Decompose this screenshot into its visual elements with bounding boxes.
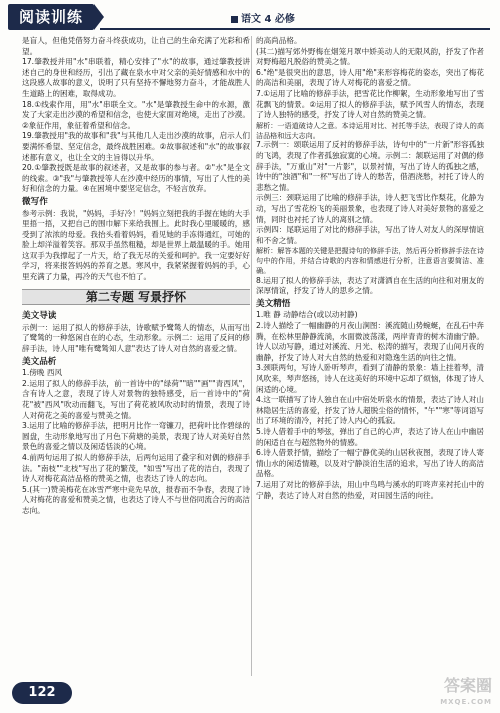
meiwen-heading: 美文导读 [22,311,57,322]
answer-17: 17.肇教授并用"水"串联着，精心安排了"水"的故事，通过肇教授讲述自己的身世和经历，引出了藏在泉水中对父亲的美好情感和水中的这段感人故事的意义，说明了只有坚持不懈地努力奋斗，才能战胜人生道路上的困难，取得成功。 [22,57,250,98]
answer-20: 20.①肇教授既是故事的叙述者，又是故事的参与者。②"水"是全文的线索。③"我"与肇教授等人在沙漠中经历的事情，写出了人性的美好和信念的力量。④在困境中要坚定信念，不轻言放弃。 [22,163,250,194]
answer-19: 19.肇教授用"我的故事和"我"与其他几人走出沙漠的故事，启示人们要满怀希望、坚定信念，最终战胜困难。②故事叙述和"水"的故事叙述都有意义，也让全文的主旨得以升华。 [22,131,250,162]
jiexi-2: 解析：解答本题的关键是把握诗句的修辞手法，然后再分析修辞手法在诗句中的作用，并结合诗歌的内容和情感进行分析，注意语言要简洁、准确。 [256,246,484,275]
tanhua-4: 4.这一联描写了诗人独自在山中宿处听泉水的情景，表达了诗人对山林隐居生活的喜爱，抒发了诗人超脱尘俗的情怀，"午""寒"等词语写出了环境的清冷，衬托了诗人内心的孤寂。 [256,395,484,426]
right-column [256,36,484,501]
page-number: 122 [28,685,56,700]
pinxi-heading: 美文品析 [22,356,57,367]
pinxi-2: 2.运用了拟人的修辞手法，前一首诗中的"绿荷""暗""画""青西风"，含有诗人之意，表现了诗人对景物的独特感受，后一首诗中的"荷花"被"西风"吹动而翻飞，写出了荷花被风吹动时的情景，表现了诗人对荷花之美的喜爱与赞美之情。 [22,378,250,420]
pinxi-4: 4.前两句运用了拟人的修辞手法，后两句运用了叠字和对偶的修辞手法。"南枝""北枝"写出了花的繁茂，"如雪"写出了花的洁白，表现了诗人对梅花高洁品格的赞美之情，也表达了诗人的志向。 [22,452,250,484]
header-rule [100,28,490,30]
r-end-1: 8.运用了拟人的修辞手法，表达了对潇洒自在生活的向往和对朋友的深厚情谊，抒发了诗人的思乡之情。 [256,275,484,296]
square-icon [231,16,238,23]
tanhua-1: 1.唯 静 动静结合(或以动衬静) [256,310,358,320]
r-intro-4: 7.①运用了比喻的修辞手法，把雪花比作柳絮，生动形象地写出了雪花飘飞的情景。②运用了拟人的修辞手法，赋予风雪人的情态，表现了诗人独特的感受，抒发了诗人对自然的赞美之情。 [256,88,484,120]
pinxi-1: 1.傍晚 西风 [22,368,63,378]
page-number-badge [12,682,74,704]
weixiezuo-body: 参考示例：我说，"妈妈，手好冷！"妈妈立刻把我的手握在她的大手里捂一捂，又把自己的围巾解下来给我围上。此时我心里暖暖的，感受到了浓浓的母爱。我抬头看着妈妈，看见她的手冻得通红，可她的脸上却洋溢着笑容。那双手虽然粗糙，却是世界上最温暖的手。她用这双手为我撑起了一片天，给了我无尽的关爱和呵护。我一定要好好学习，将来报答妈妈的养育之恩。寒风中，我紧紧握着妈妈的手，心里充满了力量，再冷的天气也不怕了。 [22,208,250,282]
subject-label [228,10,295,25]
section-title: 第二专题 写景抒怀 [22,289,250,306]
tanhua-3: 3.颈联两句，写诗人卧听琴声，看到了清静的景象：墙上挂着琴，清风吹来，琴声悠扬，诗人在这美好的环境中忘却了烦恼，体现了诗人闲适的心境。 [256,363,484,394]
left-column [22,36,250,517]
watermark-url: MXQE.COM [440,698,492,706]
tanhua-7: 7.运用了对比的修辞手法，用山中鸟鸣与溪水的叮咚声来衬托山中的宁静，表达了诗人对自然的热爱，对田园生活的向往。 [256,479,484,500]
tanhua-heading: 美文精悟 [256,298,291,309]
column-divider [251,36,252,676]
weixiezuo-heading: 微写作 [22,196,48,207]
watermark-text: 答案圈 [443,676,492,695]
meiwen-body: 示例一：运用了拟人的修辞手法，诗歌赋予鹭鸶人的情态，从而写出了鹭鸶的一种悠闲自在的心态，生动形象。示例二：运用了反问的修辞手法，诗人用"唯有鹭鸶知人意"表达了诗人对自然的喜爱之情。 [22,322,250,354]
series-logo: 阅读训练 [8,4,94,30]
pinxi-3: 3.运用了比喻的修辞手法，把明月比作一弯镰刀，把荷叶比作碧绿的圆盘，生动形象地写出了月色下荷塘的美景，表现了诗人对美好自然景色的喜爱之情以及闲适恬淡的心境。 [22,421,250,452]
tanhua-2: 2.诗人描绘了一幅幽静的月夜山涧图：溪流随山势蜿蜒，在乱石中奔腾，在松林里静静流淌，水面微波荡漾，两岸青青的树木清幽宁静。诗人以动写静，通过对溪流、月光、松涛的描写，表现了山间月夜的幽静，抒发了诗人对大自然的热爱和对隐逸生活的向往之情。 [256,321,484,362]
tanhua-5: 5.诗人借着手中的琴弦，弹出了自己的心声，表达了诗人在山中幽居的闲适自在与超然物外的情感。 [256,426,484,447]
jiexi-1: 解析：一语道破诗人之意。本诗运用对比、衬托等手法，表现了诗人的高洁品格和远大志向。 [256,120,484,140]
page-header [0,0,500,34]
answer-18: 18.①线索作用，用"水"串联全文。"水"是肇教授生命中的水源，激发了大家走出沙漠的希望和信念，也使大家面对绝境，走出了沙漠。②象征作用，象征着希望和信念。 [22,99,250,130]
watermark [440,678,492,710]
r-intro-2: (其二)描写郊外野梅在烟笼月罩中娇美动人的无限风韵，抒发了作者对野梅超凡脱俗的赞美之情。 [256,46,484,67]
r-mid-1: 7.示例一：颂联运用了反衬的修辞手法，诗句中的"一片新"形容孤独的飞鸿，表现了作者孤独寂寞的心境。示例二：颔联运用了对偶的修辞手法，"万重山"对"一片影"，以景衬情，写出了诗人的孤独之感，诗中的"浊酒"和"一杯"写出了诗人的愁苦，借酒浇愁，衬托了诗人的悲愁之情。 [256,140,484,192]
tanhua-6: 6.诗人借景抒情，描绘了一幅宁静优美的山居秋夜图，表现了诗人寄情山水的闲适情趣，以及对宁静淡泊生活的追求，写出了诗人的高洁品格。 [256,448,484,479]
subject-text: 语文 4 必修 [241,14,295,25]
r-intro-1: 的高尚品格。 [256,36,302,45]
r-mid-2: 示例三：颈联运用了比喻的修辞手法，诗人把飞雪比作梨花，化静为动，写出了雪花纷飞的美丽景象，也表现了诗人对美好景物的喜爱之情，同时也衬托了诗人的离别之情。 [256,193,484,224]
answer-16: 是盲人，但他凭借努力奋斗终获成功，让自己的生命充满了光彩和希望。 [22,36,250,56]
pinxi-5: 5.(其一)赞美梅花在冰雪严寒中竞先早放，报春而不争春，表现了诗人对梅花的喜爱和赞美之情，也表达了诗人不与世俗同流合污的高洁志向。 [22,484,250,515]
r-intro-3: 6."绝"是很突出的意思，诗人用"绝"来形容梅花的姿态，突出了梅花的高洁和美丽，表现了诗人对梅花的喜爱之情。 [256,67,484,88]
r-mid-3: 示例四：尾联运用了对比的修辞手法，写出了诗人对友人的深厚情谊和不舍之情。 [256,225,484,245]
